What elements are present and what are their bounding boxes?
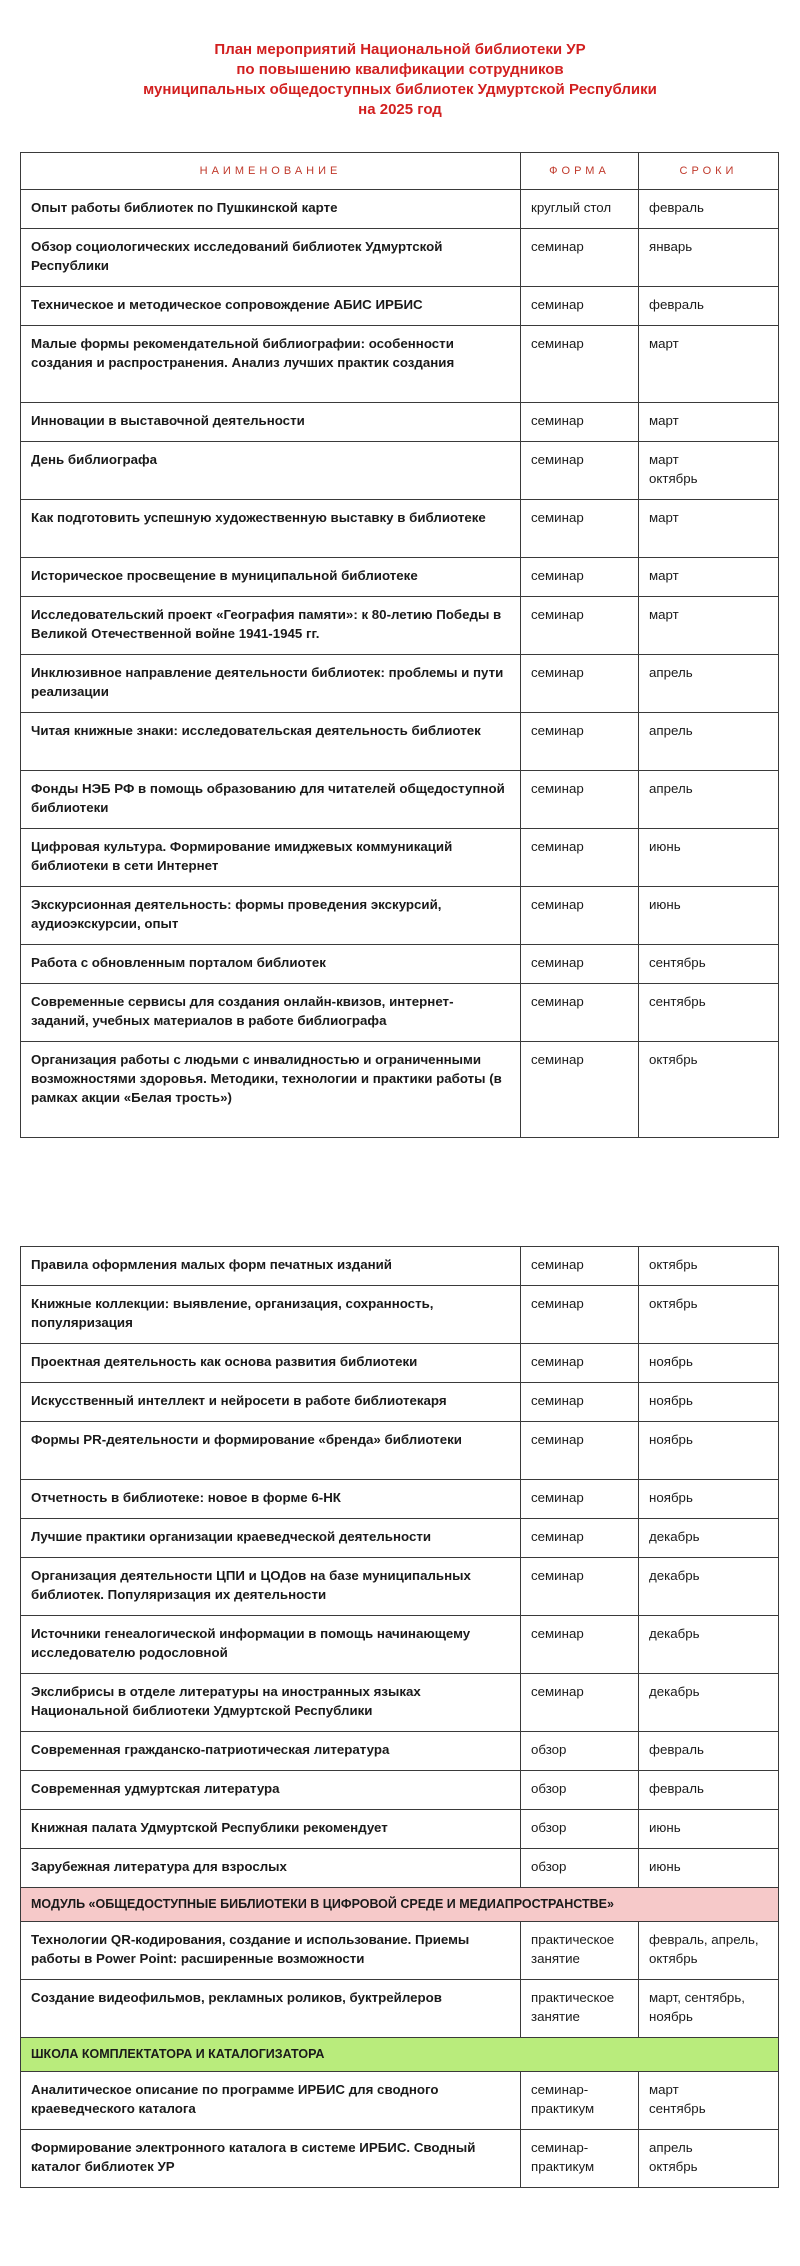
section-row-module — [21, 1888, 779, 1922]
event-name: Техническое и методическое сопровождение АБИС ИРБИС — [21, 287, 521, 326]
event-form: семинар — [521, 713, 639, 771]
event-form: семинар — [521, 945, 639, 984]
event-term: февраль — [639, 287, 779, 326]
table-row — [21, 945, 779, 984]
event-term-second: сентябрь — [649, 2101, 706, 2116]
event-term: март — [639, 558, 779, 597]
event-name: Цифровая культура. Формирование имиджевых коммуникаций библиотеки в сети Интернет — [21, 829, 521, 887]
event-term: февраль — [639, 1732, 779, 1771]
event-form: семинар — [521, 287, 639, 326]
event-form: семинар — [521, 1519, 639, 1558]
table-row — [21, 655, 779, 713]
event-name: Отчетность в библиотеке: новое в форме 6-НК — [21, 1480, 521, 1519]
event-form: семинар — [521, 442, 639, 500]
event-form: семинар — [521, 1558, 639, 1616]
event-term: апрель — [639, 771, 779, 829]
event-form: семинар — [521, 1674, 639, 1732]
event-term: сентябрь — [639, 945, 779, 984]
event-term: декабрь — [639, 1519, 779, 1558]
event-form: обзор — [521, 1849, 639, 1888]
event-form: практическое занятие — [521, 1922, 639, 1980]
event-form: семинар — [521, 887, 639, 945]
event-form: практическое занятие — [521, 1980, 639, 2038]
table-row — [21, 558, 779, 597]
event-term-first: март — [649, 452, 679, 467]
table-row — [21, 2072, 779, 2130]
event-name: Инновации в выставочной деятельности — [21, 403, 521, 442]
table-row — [21, 1674, 779, 1732]
event-name: Создание видеофильмов, рекламных роликов, буктрейлеров — [21, 1980, 521, 2038]
event-name: Историческое просвещение в муниципальной библиотеке — [21, 558, 521, 597]
event-term: декабрь — [639, 1674, 779, 1732]
event-name: Аналитическое описание по программе ИРБИС для сводного краеведческого каталога — [21, 2072, 521, 2130]
event-name: Зарубежная литература для взрослых — [21, 1849, 521, 1888]
event-term-first: апрель — [649, 2140, 693, 2155]
table-row — [21, 984, 779, 1042]
event-form: семинар — [521, 1286, 639, 1344]
section-title-school: ШКОЛА КОМПЛЕКТАТОРА И КАТАЛОГИЗАТОРА — [21, 2038, 779, 2072]
event-form: обзор — [521, 1771, 639, 1810]
table-row — [21, 597, 779, 655]
event-form: семинар — [521, 829, 639, 887]
event-term: октябрь — [639, 1286, 779, 1344]
page-title — [0, 40, 800, 120]
event-form: обзор — [521, 1732, 639, 1771]
table-row — [21, 403, 779, 442]
event-term: апрель — [639, 655, 779, 713]
table-row — [21, 326, 779, 403]
table-header — [21, 153, 779, 190]
title-line-2: по повышению квалификации сотрудников — [236, 61, 564, 78]
event-name: Формы PR-деятельности и формирование «бренда» библиотеки — [21, 1422, 521, 1480]
event-term: март — [639, 326, 779, 403]
table-row — [21, 229, 779, 287]
event-form: семинар — [521, 1344, 639, 1383]
event-term: ноябрь — [639, 1422, 779, 1480]
table-row — [21, 1732, 779, 1771]
table-row — [21, 1980, 779, 2038]
header-term: СРОКИ — [639, 153, 779, 190]
event-name: Фонды НЭБ РФ в помощь образованию для читателей общедоступной библиотеки — [21, 771, 521, 829]
event-name: Исследовательский проект «География памяти»: к 80-летию Победы в Великой Отечественной войне 1941-1945 гг. — [21, 597, 521, 655]
title-line-3: муниципальных общедоступных библиотек Удмуртской Республики — [143, 81, 657, 98]
event-form: семинар — [521, 1480, 639, 1519]
event-form: семинар — [521, 1042, 639, 1138]
table-row — [21, 1558, 779, 1616]
table-row — [21, 829, 779, 887]
event-form: семинар — [521, 1422, 639, 1480]
event-name: Технологии QR-кодирования, создание и использование. Приемы работы в Power Point: расширенные возможности — [21, 1922, 521, 1980]
header-name: НАИМЕНОВАНИЕ — [21, 153, 521, 190]
event-form: семинар — [521, 326, 639, 403]
event-name: Книжные коллекции: выявление, организация, сохранность, популяризация — [21, 1286, 521, 1344]
event-form: семинар — [521, 771, 639, 829]
table-row — [21, 1771, 779, 1810]
event-name: Малые формы рекомендательной библиографии: особенности создания и распространения. Анализ лучших практик создания — [21, 326, 521, 403]
event-name: Работа с обновленным порталом библиотек — [21, 945, 521, 984]
event-name: Организация деятельности ЦПИ и ЦОДов на базе муниципальных библиотек. Популяризация их деятельности — [21, 1558, 521, 1616]
event-term: ноябрь — [639, 1344, 779, 1383]
event-form: семинар — [521, 558, 639, 597]
event-term-first: март — [649, 2082, 679, 2097]
event-term-second: октябрь — [649, 2159, 698, 2174]
event-term: октябрь — [639, 1042, 779, 1138]
event-form: обзор — [521, 1810, 639, 1849]
table-row — [21, 2130, 779, 2188]
event-term: июнь — [639, 829, 779, 887]
event-term: февраль — [639, 1771, 779, 1810]
event-term — [639, 2072, 779, 2130]
event-name: Как подготовить успешную художественную выставку в библиотеке — [21, 500, 521, 558]
event-form: семинар — [521, 403, 639, 442]
event-form: семинар — [521, 1247, 639, 1286]
event-term: июнь — [639, 1849, 779, 1888]
section-title-module: МОДУЛЬ «ОБЩЕДОСТУПНЫЕ БИБЛИОТЕКИ В ЦИФРОВОЙ СРЕДЕ И МЕДИАПРОСТРАНСТВЕ» — [21, 1888, 779, 1922]
event-term: октябрь — [639, 1247, 779, 1286]
header-form: ФОРМА — [521, 153, 639, 190]
table-row — [21, 1042, 779, 1138]
events-table-part-2 — [20, 1246, 779, 2188]
event-form: семинар — [521, 597, 639, 655]
event-term: апрель — [639, 713, 779, 771]
event-term: январь — [639, 229, 779, 287]
table-row — [21, 1480, 779, 1519]
event-term: март, сентябрь, ноябрь — [639, 1980, 779, 2038]
table-row — [21, 887, 779, 945]
event-name: Книжная палата Удмуртской Республики рекомендует — [21, 1810, 521, 1849]
event-form: круглый стол — [521, 190, 639, 229]
section-row-school — [21, 2038, 779, 2072]
event-name: Обзор социологических исследований библиотек Удмуртской Республики — [21, 229, 521, 287]
event-form: семинар — [521, 229, 639, 287]
event-term: февраль — [639, 190, 779, 229]
table-row — [21, 1922, 779, 1980]
event-term: сентябрь — [639, 984, 779, 1042]
event-name: Формирование электронного каталога в системе ИРБИС. Сводный каталог библиотек УР — [21, 2130, 521, 2188]
table-row — [21, 1519, 779, 1558]
event-name: Современные сервисы для создания онлайн-квизов, интернет-заданий, учебных материалов в работе библиографа — [21, 984, 521, 1042]
event-term: июнь — [639, 887, 779, 945]
event-name: Экслибрисы в отделе литературы на иностранных языках Национальной библиотеки Удмуртской Республики — [21, 1674, 521, 1732]
event-name: Правила оформления малых форм печатных изданий — [21, 1247, 521, 1286]
table-row — [21, 1247, 779, 1286]
event-form: семинар — [521, 1383, 639, 1422]
event-name: Организация работы с людьми с инвалидностью и ограниченными возможностями здоровья. Методики, технологии и практики работы (в рамках акции «Белая трость») — [21, 1042, 521, 1138]
title-line-1: План мероприятий Национальной библиотеки УР — [214, 41, 586, 58]
table-row — [21, 1422, 779, 1480]
table-row — [21, 771, 779, 829]
event-term: март — [639, 597, 779, 655]
table-row — [21, 1616, 779, 1674]
event-term-second: октябрь — [649, 471, 698, 486]
event-name: Читая книжные знаки: исследовательская деятельность библиотек — [21, 713, 521, 771]
event-name: Современная удмуртская литература — [21, 1771, 521, 1810]
table-row — [21, 1383, 779, 1422]
table-row — [21, 1810, 779, 1849]
event-form: семинар-практикум — [521, 2130, 639, 2188]
event-term: март — [639, 403, 779, 442]
event-name: Искусственный интеллект и нейросети в работе библиотекаря — [21, 1383, 521, 1422]
title-line-4: на 2025 год — [358, 101, 442, 118]
table-row — [21, 287, 779, 326]
event-term: февраль, апрель, октябрь — [639, 1922, 779, 1980]
event-name: Экскурсионная деятельность: формы проведения экскурсий, аудиоэкскурсии, опыт — [21, 887, 521, 945]
event-name: Лучшие практики организации краеведческой деятельности — [21, 1519, 521, 1558]
event-term: декабрь — [639, 1558, 779, 1616]
event-form: семинар — [521, 655, 639, 713]
event-name: Опыт работы библиотек по Пушкинской карте — [21, 190, 521, 229]
event-form: семинар — [521, 500, 639, 558]
event-name: Проектная деятельность как основа развития библиотеки — [21, 1344, 521, 1383]
table-row — [21, 190, 779, 229]
events-table-part-1 — [20, 152, 779, 1138]
event-name: Современная гражданско-патриотическая литература — [21, 1732, 521, 1771]
table-row — [21, 500, 779, 558]
event-form: семинар — [521, 984, 639, 1042]
event-form: семинар-практикум — [521, 2072, 639, 2130]
event-name: Источники генеалогической информации в помощь начинающему исследователю родословной — [21, 1616, 521, 1674]
table-row — [21, 1344, 779, 1383]
event-term: март — [639, 500, 779, 558]
event-term — [639, 2130, 779, 2188]
event-name: Инклюзивное направление деятельности библиотек: проблемы и пути реализации — [21, 655, 521, 713]
table-row — [21, 442, 779, 500]
event-term — [639, 442, 779, 500]
event-term: ноябрь — [639, 1383, 779, 1422]
event-term: ноябрь — [639, 1480, 779, 1519]
table-row — [21, 1849, 779, 1888]
event-term: декабрь — [639, 1616, 779, 1674]
event-form: семинар — [521, 1616, 639, 1674]
table-row — [21, 713, 779, 771]
event-term: июнь — [639, 1810, 779, 1849]
event-name: День библиографа — [21, 442, 521, 500]
table-row — [21, 1286, 779, 1344]
